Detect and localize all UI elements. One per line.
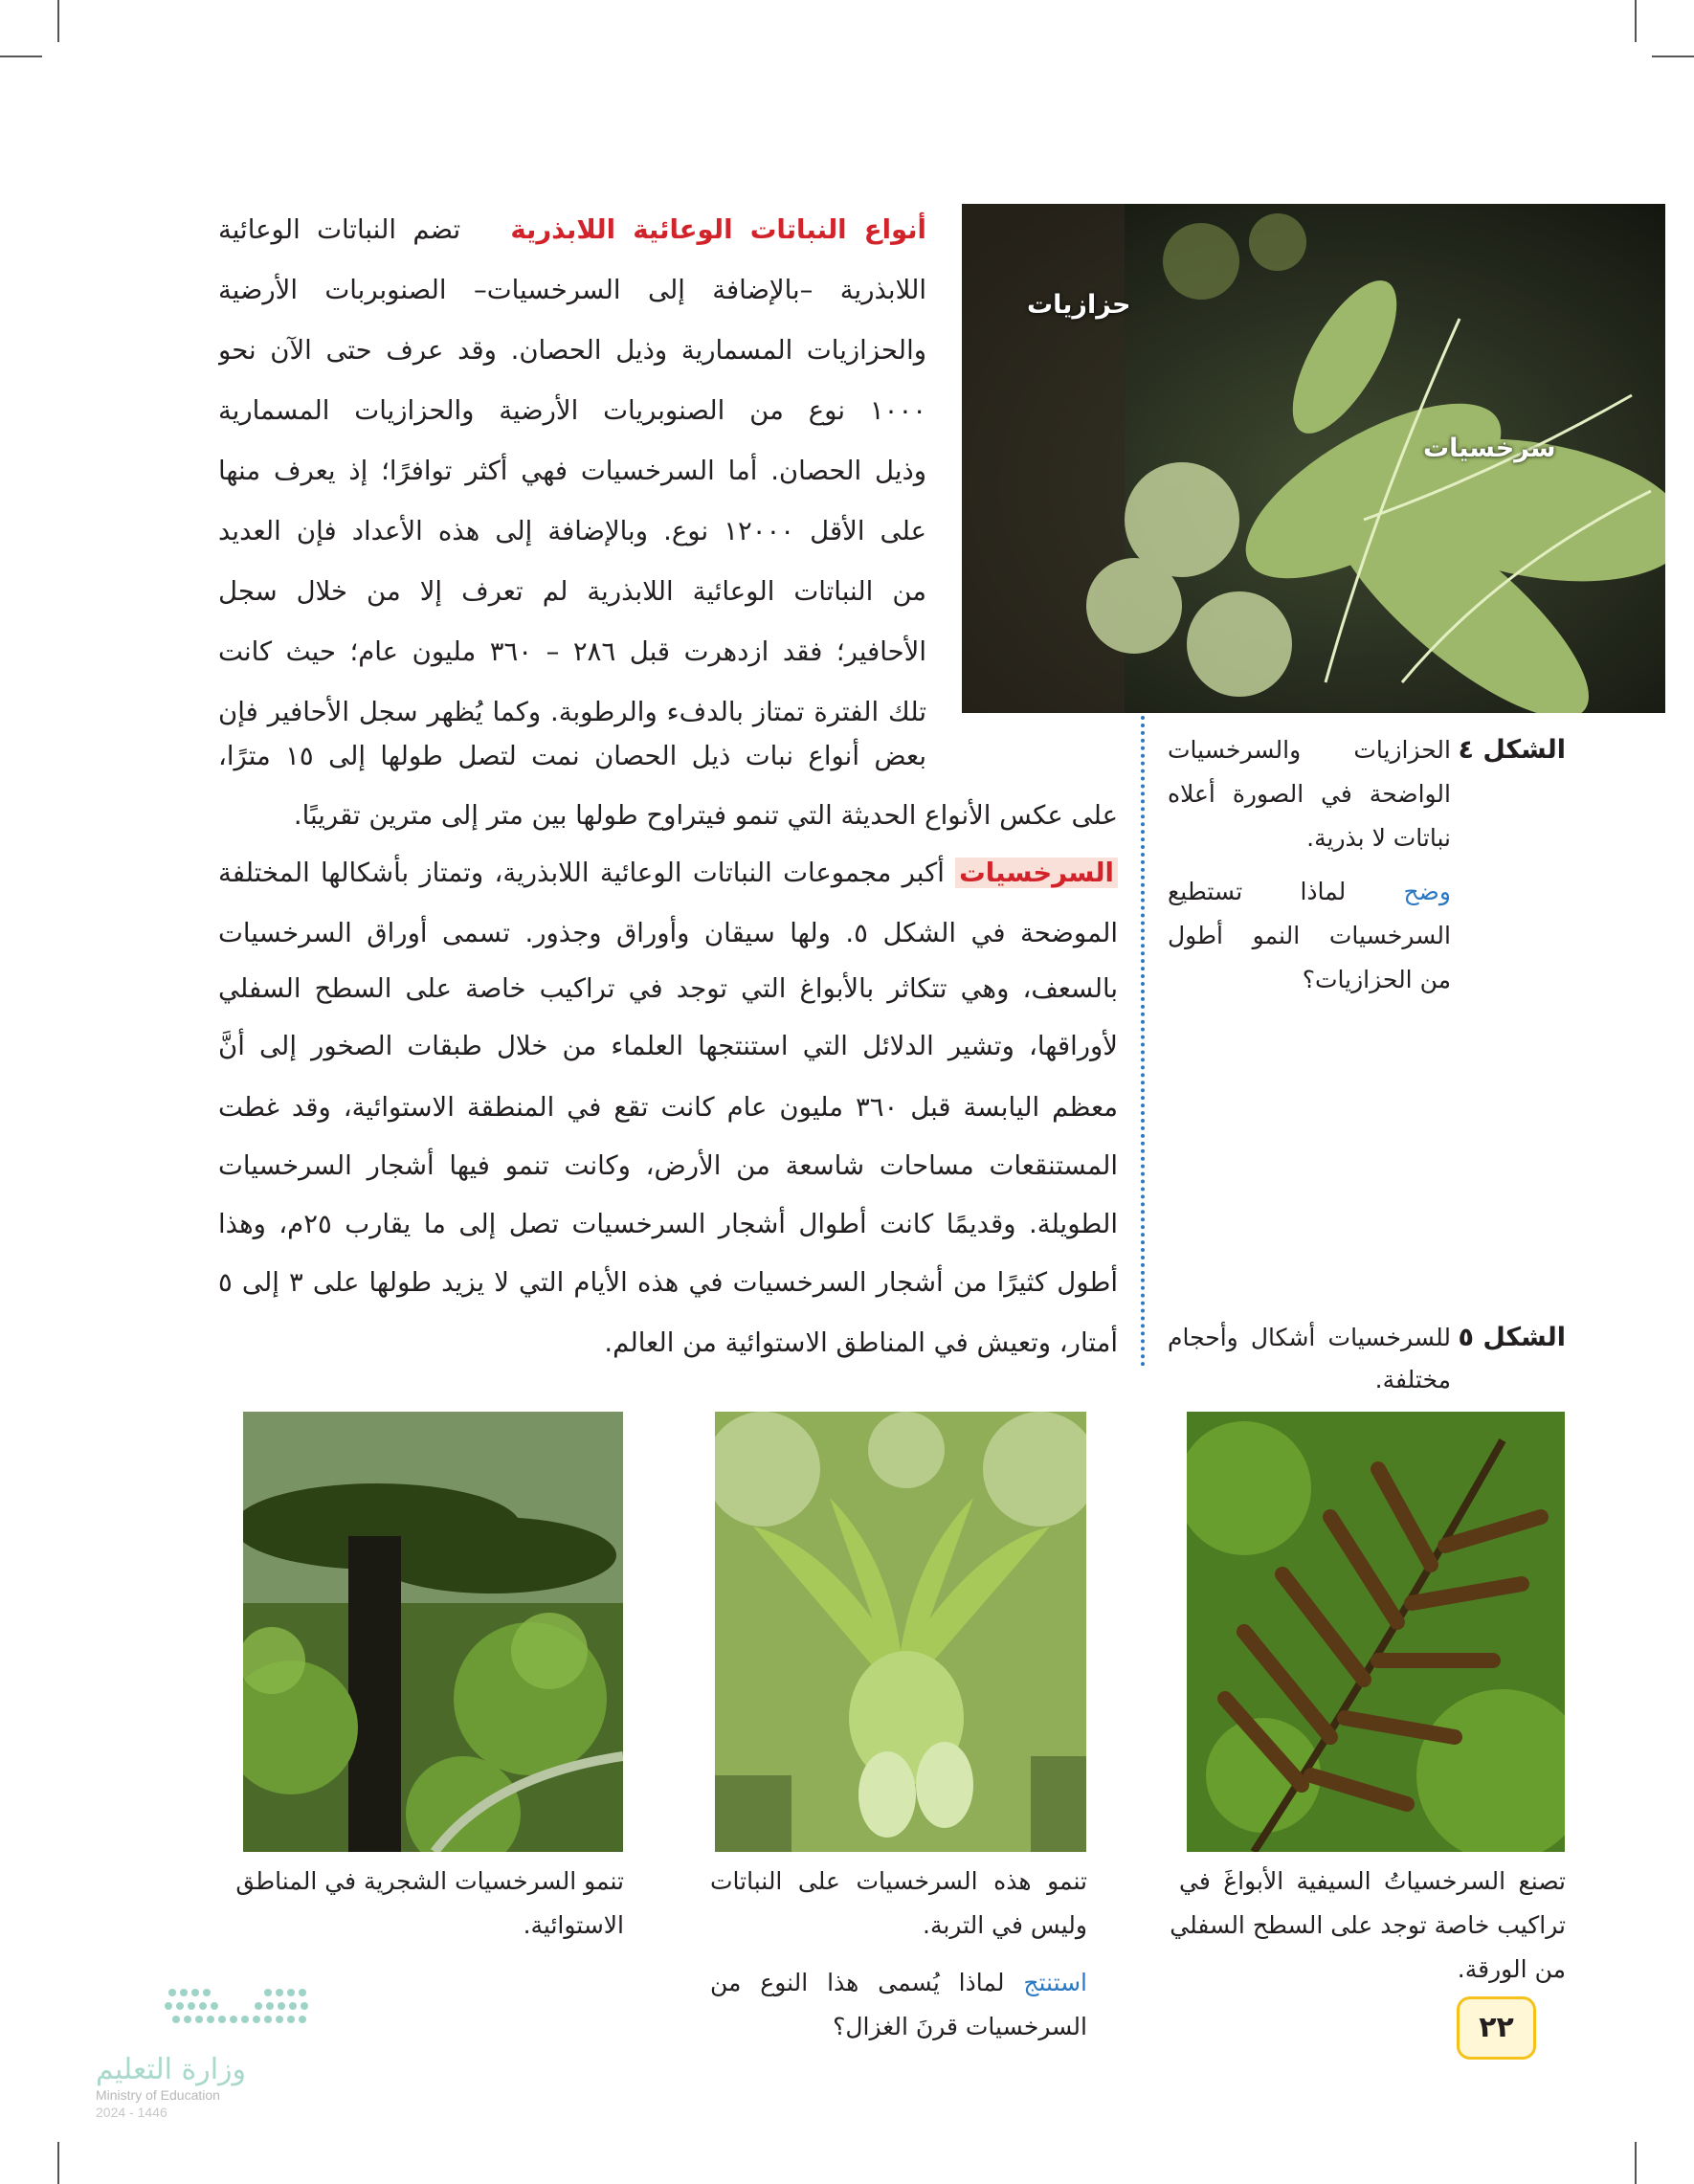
caption-line: للسرخسيات أشكال وأحجام [1168, 1324, 1451, 1351]
figure4-title: الشكل ٤ [1458, 735, 1566, 765]
crop-mark [1635, 0, 1637, 42]
ministry-logo [96, 1983, 316, 2146]
staghorn-fern-image [715, 1412, 1086, 1852]
crop-mark [57, 0, 59, 42]
caption-line: وضح لماذا تستطيع [1168, 878, 1451, 905]
logo-arabic-text: وزارة التعليم [96, 2053, 247, 2086]
logo-english-text: Ministry of Education [96, 2087, 220, 2103]
text-line: السرخسيات أكبر مجموعات النباتات الوعائية اللابذرية، وتمتاز بأشكالها المختلفة [218, 854, 1118, 892]
section-heading: أنواع النباتات الوعائية اللابذرية [510, 214, 926, 245]
caption-line: تراكيب خاصة توجد على السطح السفلي [1170, 1911, 1566, 1939]
text-line: ١٠٠٠ نوع من الصنوبريات الأرضية والحزازيات المسمارية [218, 395, 926, 426]
photo-sword-fern [1187, 1412, 1565, 1852]
text-line: الأحافير؛ فقد ازدهرت قبل ٢٨٦ – ٣٦٠ مليون عام؛ حيث كانت [218, 636, 926, 667]
crop-mark [57, 2142, 59, 2184]
logo-dots-icon [96, 1983, 316, 2050]
photo-tree-fern [243, 1412, 623, 1852]
text-line: والحزازيات المسمارية وذيل الحصان. وقد عرف حتى الآن نحو [218, 335, 926, 366]
text-line: على عكس الأنواع الحديثة التي تنمو فيتراوح طولها بين متر إلى مترين تقريبًا. [293, 800, 1118, 831]
text-line: أطول كثيرًا من أشجار السرخسيات في هذه الأيام التي لا يزيد طولها على ٣ إلى ٥ [218, 1267, 1118, 1298]
caption-line: مختلفة. [1374, 1366, 1451, 1393]
figure4-photo [962, 204, 1665, 713]
caption-line: الحزازيات والسرخسيات [1168, 736, 1451, 764]
logo-year-text: 2024 - 1446 [96, 2105, 167, 2120]
text-line: اللابذرية –بالإضافة إلى السرخسيات– الصنوبربات الأرضية [218, 275, 926, 305]
text-line: معظم اليابسة قبل ٣٦٠ مليون عام كانت تقع في المنطقة الاستوائية، وقد غطت [218, 1092, 1118, 1123]
text-line: بالسعف، وهي تتكاثر بالأبواغ التي توجد في تراكيب خاصة على السطح السفلي [218, 973, 1118, 1004]
caption-line: نباتات لا بذرية. [1306, 824, 1451, 852]
text-line: وذيل الحصان. أما السرخسيات فهي أكثر توافرًا؛ إذ يعرف منها [218, 456, 926, 486]
crop-mark [1652, 56, 1694, 57]
text-line: الطويلة. وقديمًا كانت أطوال أشجار السرخسيات تصل إلى ما يقارب ٢٥م، وهذا [218, 1209, 1118, 1239]
figure5-title: الشكل ٥ [1458, 1323, 1566, 1352]
photo-staghorn-fern [715, 1412, 1086, 1852]
sword-fern-image [1187, 1412, 1565, 1852]
caption-line: الاستوائية. [523, 1911, 624, 1939]
fern-moss-illustration [962, 204, 1665, 713]
crop-mark [1635, 2142, 1637, 2184]
caption-line: استنتج لماذا يُسمى هذا النوع من [710, 1969, 1088, 1996]
page-number: ٢٢ [1457, 1996, 1536, 2060]
text-line: لأوراقها، وتشير الدلائل التي استنتجها العلماء من خلال طبقات الصخور إلى أنَّ [218, 1031, 1118, 1061]
caption-line: تصنع السرخسياتُ السيفية الأبواغَ في [1179, 1867, 1566, 1895]
caption-line: تنمو السرخسيات الشجرية في المناطق [235, 1867, 624, 1895]
figure-divider-dotted [1141, 716, 1145, 1367]
caption-line: السرخسيات قرنَ الغزال؟ [833, 2013, 1087, 2040]
explain-keyword: وضح [1403, 878, 1451, 905]
text-line: على الأقل ١٢٠٠٠ نوع. وبالإضافة إلى هذه الأعداد فإن العديد [218, 516, 926, 546]
caption-line: السرخسيات النمو أطول [1168, 922, 1451, 949]
tree-fern-image [243, 1412, 623, 1852]
keyword-ferns: السرخسيات [955, 858, 1118, 888]
label-ferns: سرخسيات [1423, 434, 1556, 463]
text-line: تلك الفترة تمتاز بالدفء والرطوبة. وكما يُظهر سجل الأحافير فإن [218, 697, 926, 727]
caption-line: تنمو هذه السرخسيات على النباتات [710, 1867, 1087, 1895]
text-line: بعض أنواع نبات ذيل الحصان نمت لتصل طولها إلى ١٥ مترًا، [218, 741, 926, 771]
caption-line: من الحزازيات؟ [1302, 966, 1451, 993]
caption-line: من الورقة. [1457, 1955, 1566, 1983]
caption-line: وليس في التربة. [923, 1911, 1087, 1939]
label-mosses: حزازيات [1027, 290, 1131, 320]
text-line: من النباتات الوعائية اللابذرية لم تعرف إلا من خلال سجل [218, 576, 926, 607]
crop-mark [0, 56, 42, 57]
text-line: المستنقعات مساحات شاسعة من الأرض، وكانت تنمو فيها أشجار السرخسيات [218, 1150, 1118, 1181]
text-line: الموضحة في الشكل ٥. ولها سيقان وأوراق وجذور. تسمى أوراق السرخسيات [218, 918, 1118, 948]
text-line: أنواع النباتات الوعائية اللابذرية تضم النباتات الوعائية [218, 214, 926, 245]
infer-keyword: استنتج [1023, 1969, 1088, 1996]
caption-line: الواضحة في الصورة أعلاه [1168, 780, 1451, 808]
text-line: أمتار، وتعيش في المناطق الاستوائية من العالم. [604, 1327, 1118, 1358]
